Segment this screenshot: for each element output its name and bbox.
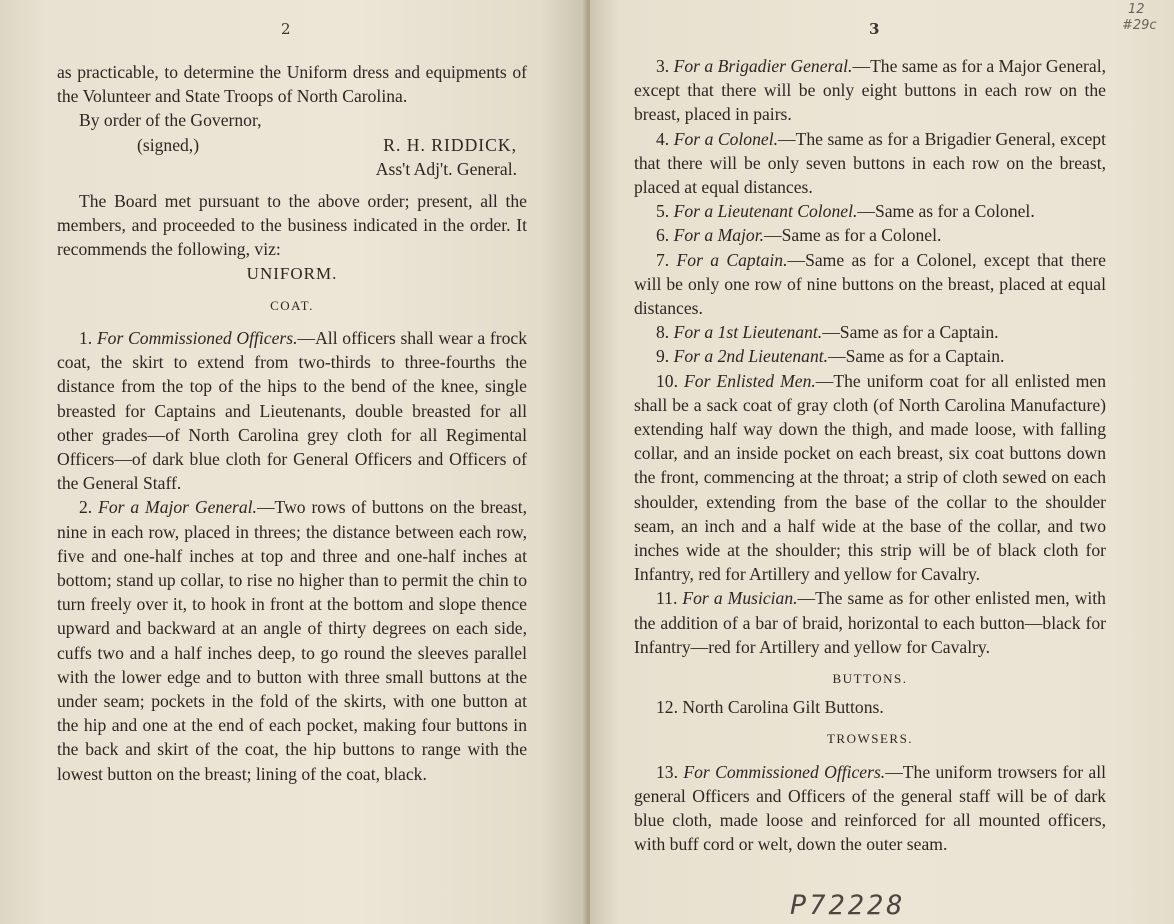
right-page: [590, 0, 1174, 924]
item-9: [634, 344, 1106, 368]
item-title: For a Musician.: [682, 588, 798, 609]
left-page-text: [57, 60, 527, 786]
item-6: [634, 223, 1106, 247]
item-12: 12. North Carolina Gilt Buttons.: [656, 697, 884, 718]
item-text: —Same as for a Colonel.: [764, 225, 942, 246]
item-title: For Commissioned Officers.: [96, 328, 298, 349]
item-text: —Same as for a Captain.: [828, 346, 1005, 367]
margin-note: #29c: [1122, 18, 1157, 33]
item-text: —Same as for a Colonel, except that there will be only one row of nine buttons on the breast, placed at equal distances.: [634, 249, 1106, 319]
signature-line: [57, 133, 527, 157]
item-title: For Enlisted Men.: [684, 370, 816, 391]
continuation-paragraph: as practicable, to determine the Uniform dress and equipments of the Volunteer and State Troops of North Carolina.: [57, 62, 527, 107]
item-3: [634, 54, 1106, 127]
margin-note: 12: [1128, 2, 1145, 17]
item-text: —The same as for other enlisted men, with the addition of a bar of braid, horizontal to each button—black for Infantry—red for Artillery and yellow for Cavalry.: [634, 588, 1106, 657]
item-number: 2.: [79, 497, 93, 518]
item-number: 5.: [656, 201, 670, 222]
item-number: 8.: [656, 322, 670, 343]
item-text: —Two rows of buttons on the breast, nine in each row, placed in threes; the distance between each row, five and one-half inches at top and three and one-half inches at bottom; stand up collar, to rise no higher than to permit the chin to turn freely over it, to hook in front at the bottom and slope thence upward and backward at an angle of thirty degrees on each side, cuffs two and a half inches deep, to go round the sleeves parallel with the lower edge and to button with three small buttons at the under seam; pockets in the fold of the skirts, with one button at the hip and one at the end of each pocket, making four buttons in the back and skirt of the coat, the hip buttons to range with the lowest button on the breast; lining of the coat, black.: [57, 497, 527, 784]
item-10: [634, 369, 1106, 587]
item-7: [634, 248, 1106, 321]
item-4: [634, 127, 1106, 200]
signed-label: (signed,): [137, 134, 200, 155]
item-8: [634, 320, 1106, 344]
item-title: For a Major.: [673, 225, 765, 246]
item-title: For a Brigadier General.: [673, 56, 853, 76]
item-number: 1.: [79, 328, 93, 349]
item-text: —Same as for a Captain.: [822, 322, 999, 343]
item-text: —Same as for a Colonel.: [857, 201, 1035, 222]
item-number: 3.: [656, 56, 670, 76]
signer-title: Ass't Adj't. General.: [375, 158, 517, 179]
item-number: 11.: [656, 588, 678, 609]
item-5: [634, 199, 1106, 223]
item-number: 9.: [656, 346, 670, 367]
signer-name: R. H. RIDDICK,: [383, 134, 517, 155]
item-text: —All officers shall wear a frock coat, the skirt to extend from two-thirds to three-fourths the distance from the top of the hips to the bend of the knee, single breasted for Captains and Lieutenants, double breasted for all other grades—of North Carolina grey cloth for all Regimental Officers—of dark blue cloth for General Officers and Officers of the General Staff.: [57, 328, 527, 494]
item-title: For a Captain.: [676, 249, 788, 270]
item-title: For a 1st Lieutenant.: [673, 322, 823, 343]
item-2: [57, 495, 527, 785]
heading-buttons: BUTTONS.: [832, 671, 908, 687]
item-text: —The same as for a Brigadier General, except that there will be only seven buttons in each row on the breast, placed at equal distances.: [634, 128, 1106, 198]
item-text: —The uniform coat for all enlisted men shall be a sack coat of gray cloth (of North Carolina Manufacture) extending half way down the thigh, and made loose, with falling collar, and an inside pocket on each breast, six coat buttons down the front, commencing at the throat; a strip of cloth sewed on each shoulder, extending from the base of the collar to the shoulder seam, an inch and a half wide at the base of the collar, and two inches wide at the shoulder; this strip will be of black cloth for Infantry, red for Artillery and yellow for Cavalry.: [634, 370, 1106, 585]
item-number: 10.: [656, 370, 678, 391]
item-number: 13.: [656, 761, 678, 782]
item-number: 4.: [656, 128, 670, 149]
heading-coat: COAT.: [270, 297, 314, 313]
item-13: [634, 760, 1106, 857]
page-number: 3: [869, 20, 880, 38]
item-title: For a Colonel.: [673, 128, 778, 149]
item-text: —The same as for a Major General, except that there will be only eight buttons in each row on the breast, placed in pairs.: [634, 56, 1107, 125]
heading-trowsers: TROWSERS.: [826, 731, 914, 747]
item-11: [634, 586, 1106, 659]
order-line: By order of the Governor,: [79, 110, 262, 131]
item-text: —The uniform trowsers for all general Officers and Officers of the general staff will be of dark blue cloth, made loose and reinforced for all mounted officers, with buff cord or welt, down the outer seam.: [634, 761, 1107, 855]
item-number: 7.: [656, 249, 670, 270]
right-page-text: [634, 54, 1106, 857]
heading-uniform: UNIFORM.: [246, 263, 338, 283]
accession-stamp: P72228: [790, 890, 906, 921]
item-1: [57, 326, 527, 495]
item-number: 6.: [656, 225, 670, 246]
item-title: For a Lieutenant Colonel.: [673, 201, 858, 222]
item-title: For a 2nd Lieutenant.: [673, 346, 829, 367]
item-title: For Commissioned Officers.: [683, 761, 886, 782]
page-number: 2: [281, 20, 291, 38]
board-paragraph: The Board met pursuant to the above order; present, all the members, and proceeded to the business indicated in the order. It recommends the following, viz:: [57, 191, 527, 260]
item-title: For a Major General.: [98, 497, 257, 518]
